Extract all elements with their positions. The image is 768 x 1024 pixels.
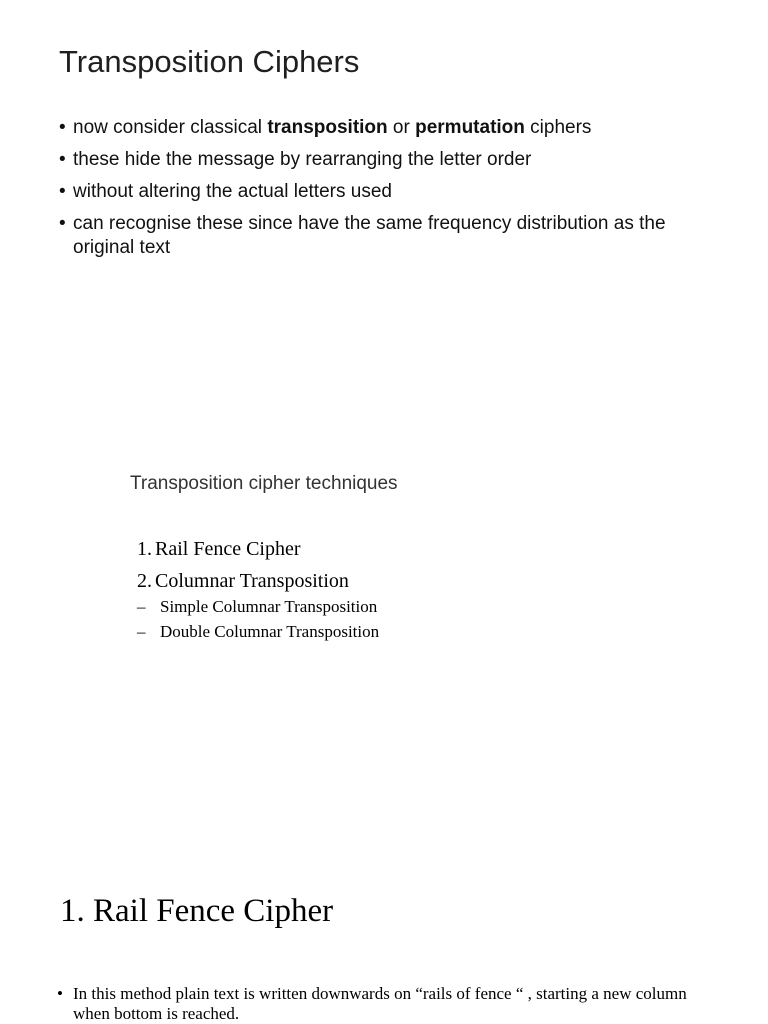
technique-item bbox=[137, 536, 379, 562]
bullet-item bbox=[59, 180, 729, 204]
item-number: 2. bbox=[137, 570, 152, 592]
bullet-text: can recognise these since have the same frequency distribution as the original text bbox=[73, 213, 666, 258]
bold-term-transposition: transposition bbox=[267, 117, 388, 138]
techniques-heading: Transposition cipher techniques bbox=[130, 473, 398, 494]
sub-technique-label: Double Columnar Transposition bbox=[160, 622, 380, 641]
technique-label: Rail Fence Cipher bbox=[155, 538, 301, 560]
dash-mark: – bbox=[137, 622, 146, 641]
technique-list bbox=[137, 536, 379, 650]
bullet-text: now consider classical bbox=[73, 117, 268, 138]
bullet-text: without altering the actual letters used bbox=[73, 181, 392, 202]
bullet-item bbox=[59, 212, 729, 260]
sub-technique-item bbox=[137, 619, 379, 644]
dash-mark: – bbox=[137, 597, 146, 616]
section-title: 1. Rail Fence Cipher bbox=[60, 893, 334, 929]
bullet-list bbox=[59, 116, 729, 268]
method-bullet bbox=[57, 984, 707, 1024]
bullet-item bbox=[59, 148, 729, 172]
bold-term-permutation: permutation bbox=[415, 117, 525, 138]
bullet-text: ciphers bbox=[524, 117, 592, 138]
technique-item bbox=[137, 568, 379, 644]
sub-technique-item bbox=[137, 594, 379, 619]
bullet-mark: • bbox=[57, 984, 63, 1003]
technique-sublist bbox=[137, 594, 379, 644]
slide-title: Transposition Ciphers bbox=[59, 44, 360, 79]
bullet-item bbox=[59, 116, 729, 140]
bullet-text: these hide the message by rearranging the letter order bbox=[73, 149, 532, 170]
sub-technique-label: Simple Columnar Transposition bbox=[160, 597, 378, 616]
technique-label: Columnar Transposition bbox=[155, 570, 349, 592]
bullet-text: or bbox=[387, 117, 416, 138]
item-number: 1. bbox=[137, 538, 152, 560]
method-text: In this method plain text is written downwards on “rails of fence “ , starting a new column when bottom is reached. bbox=[73, 984, 687, 1023]
